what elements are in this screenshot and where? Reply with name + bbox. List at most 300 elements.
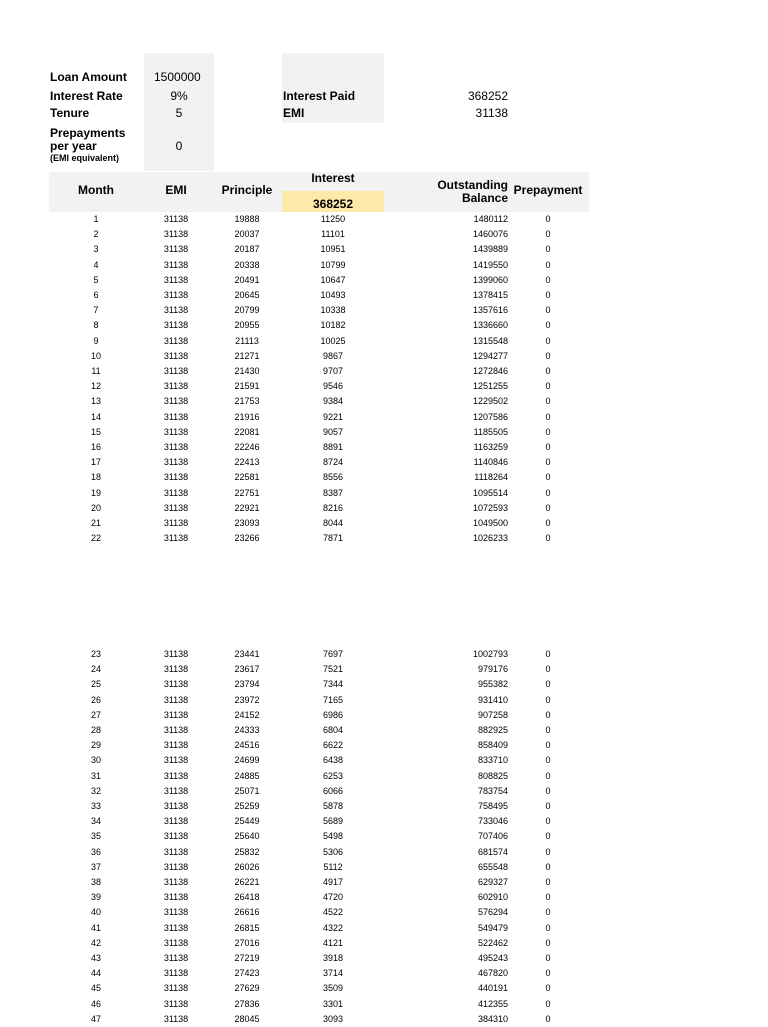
row-emi: 31138 [163,259,189,270]
interest-paid-value: 368252 [467,89,508,103]
row-outstanding: 1026233 [472,533,508,544]
row-prepayment: 0 [545,290,551,300]
row-month: 7 [93,305,99,316]
row-emi: 31138 [163,381,189,392]
row-principle: 22246 [234,442,260,452]
row-outstanding: 467820 [477,968,508,979]
row-interest: 5112 [323,861,343,872]
table-row [0,647,768,662]
row-outstanding: 1439889 [472,244,508,255]
table-row [0,227,768,242]
row-month: 20 [90,502,101,513]
row-prepayment: 0 [545,861,551,872]
row-interest: 6253 [322,770,344,781]
row-prepayment: 0 [545,381,551,392]
row-outstanding: 1207586 [472,411,508,422]
table-row [0,875,768,890]
row-outstanding: 1163259 [473,442,508,452]
table-row [0,814,768,829]
row-interest: 5878 [322,801,344,811]
header-outstanding-line2: Balance [461,191,508,205]
header-emi: EMI [165,183,187,197]
row-emi: 31138 [163,816,189,827]
row-interest: 3509 [322,983,344,994]
table-row [0,486,768,501]
row-emi: 31138 [163,442,189,452]
row-prepayment: 0 [545,457,551,468]
row-emi: 31138 [163,755,189,766]
row-interest: 8044 [322,518,344,528]
row-interest: 10025 [320,335,346,346]
row-outstanding: 1419550 [472,259,508,270]
row-outstanding: 907258 [477,709,508,720]
row-outstanding: 522462 [477,937,508,948]
table-row [0,501,768,516]
row-prepayment: 0 [545,487,551,498]
row-interest: 8891 [322,442,344,452]
row-month: 19 [90,487,101,498]
header-outstanding-line1: Outstanding [437,178,508,192]
table-row [0,455,768,470]
row-outstanding: 1251255 [472,381,508,392]
tenure-label: Tenure [50,106,90,120]
row-prepayment: 0 [545,274,551,285]
row-outstanding: 1294277 [472,350,508,361]
row-prepayment: 0 [545,983,551,994]
table-row [0,470,768,485]
table-row [0,273,768,288]
row-interest: 6622 [322,740,344,751]
row-month: 41 [90,922,101,933]
row-interest: 10647 [320,274,346,285]
row-outstanding: 733046 [477,816,508,827]
row-outstanding: 495243 [477,953,508,963]
row-outstanding: 681574 [477,846,508,857]
row-emi: 31138 [163,229,189,240]
row-prepayment: 0 [545,350,551,361]
tenure-value[interactable]: 5 [175,106,183,120]
row-prepayment: 0 [545,801,551,811]
row-interest: 6066 [322,785,344,796]
row-interest: 6986 [322,709,344,720]
row-prepayment: 0 [545,785,551,796]
loan-amount-label: Loan Amount [50,70,127,84]
row-emi: 31138 [163,502,189,513]
row-principle: 25640 [234,831,260,842]
row-emi: 31138 [163,487,189,498]
row-emi: 31138 [163,366,189,376]
row-interest: 10493 [320,290,346,300]
row-principle: 23266 [234,533,260,544]
row-prepayment: 0 [545,770,551,781]
row-emi: 31138 [163,740,189,751]
row-month: 33 [90,801,101,811]
row-prepayment: 0 [545,259,551,270]
row-outstanding: 1336660 [472,320,508,331]
row-emi: 31138 [163,518,189,528]
prepayments-note: (EMI equivalent) [50,153,120,163]
row-principle: 26616 [234,907,260,918]
row-emi: 31138 [163,664,189,675]
row-outstanding: 1480112 [473,214,508,224]
row-month: 27 [90,709,101,720]
table-row [0,410,768,425]
row-interest: 7165 [322,694,344,705]
row-interest: 4522 [322,907,344,918]
row-principle: 22581 [234,472,260,483]
row-principle: 27423 [234,968,260,979]
row-principle: 20491 [234,274,260,285]
row-interest: 3301 [322,998,344,1009]
row-prepayment: 0 [545,755,551,766]
row-prepayment: 0 [545,877,551,887]
row-principle: 26815 [234,922,260,933]
row-principle: 20645 [234,290,260,300]
table-row [0,662,768,677]
row-outstanding: 1378415 [472,290,508,300]
row-month: 43 [90,953,101,963]
row-emi: 31138 [163,907,189,918]
row-prepayment: 0 [545,953,551,963]
interest-rate-label: Interest Rate [50,89,123,103]
row-emi: 31138 [163,922,189,933]
row-principle: 21916 [234,411,260,422]
row-month: 46 [90,998,101,1009]
interest-paid-label: Interest Paid [283,89,356,103]
row-interest: 11250 [320,214,346,224]
row-interest: 4121 [322,937,344,948]
row-prepayment: 0 [545,664,551,675]
row-prepayment: 0 [545,320,551,331]
row-month: 28 [90,725,101,735]
table-row [0,981,768,996]
row-outstanding: 1357616 [472,305,508,316]
row-emi: 31138 [163,983,189,994]
row-principle: 25259 [234,801,260,811]
row-emi: 31138 [163,892,189,903]
row-month: 26 [90,694,101,705]
table-row [0,349,768,364]
row-emi: 31138 [163,305,189,316]
table-row [0,753,768,768]
row-month: 34 [90,816,101,827]
table-row [0,936,768,951]
row-outstanding: 1072593 [472,502,508,513]
row-emi: 31138 [163,396,189,407]
row-month: 36 [90,846,101,857]
row-interest: 9384 [322,396,344,407]
header-prepayment: Prepayment [513,183,583,197]
row-emi: 31138 [163,937,189,948]
row-month: 42 [90,937,101,948]
row-prepayment: 0 [545,426,551,437]
row-prepayment: 0 [545,244,551,255]
row-month: 2 [93,229,99,240]
row-principle: 20955 [234,320,260,331]
row-emi: 31138 [163,533,189,544]
table-row [0,708,768,723]
row-prepayment: 0 [545,214,551,224]
row-prepayment: 0 [545,816,551,827]
row-principle: 23093 [234,518,260,528]
row-interest: 11101 [321,229,345,240]
row-outstanding: 629327 [477,877,508,887]
row-emi: 31138 [163,770,189,781]
row-outstanding: 1118264 [474,472,508,483]
row-interest: 10338 [320,305,346,316]
prepayments-label-line1: Prepayments [50,126,126,140]
row-month: 32 [90,785,101,796]
table-row [0,334,768,349]
row-principle: 23441 [234,649,260,659]
row-interest: 8724 [322,457,344,468]
row-month: 6 [93,290,99,300]
row-principle: 27836 [234,998,260,1009]
row-month: 35 [90,831,101,842]
row-interest: 4720 [322,892,344,903]
row-principle: 23972 [234,694,260,705]
row-prepayment: 0 [545,533,551,544]
row-outstanding: 1229502 [472,396,508,407]
row-month: 30 [90,755,101,766]
row-month: 13 [90,396,101,407]
row-interest: 3714 [322,968,344,979]
row-emi: 31138 [163,694,189,705]
row-month: 23 [90,649,101,659]
interest-rate-value[interactable]: 9% [170,89,188,103]
table-row [0,769,768,784]
row-month: 12 [90,381,101,392]
row-emi: 31138 [163,785,189,796]
table-row [0,258,768,273]
table-row [0,784,768,799]
table-row [0,303,768,318]
row-month: 4 [93,259,99,270]
row-month: 9 [93,335,99,346]
row-emi: 31138 [163,679,189,690]
row-prepayment: 0 [545,335,551,346]
row-prepayment: 0 [545,518,551,528]
row-month: 10 [90,350,101,361]
table-row [0,242,768,257]
row-outstanding: 440191 [477,983,508,994]
row-principle: 19888 [234,214,260,224]
row-principle: 24152 [234,709,260,720]
row-month: 22 [90,533,101,544]
row-principle: 24333 [234,725,260,735]
row-prepayment: 0 [545,679,551,690]
row-month: 31 [90,770,101,781]
row-principle: 21430 [234,366,260,376]
row-month: 45 [90,983,101,994]
row-emi: 31138 [163,968,189,979]
table-row [0,829,768,844]
row-prepayment: 0 [545,968,551,979]
row-month: 14 [90,411,101,422]
row-interest: 5306 [322,846,344,857]
row-outstanding: 808825 [477,770,508,781]
row-interest: 7871 [322,533,344,544]
row-outstanding: 1002793 [472,649,508,659]
row-emi: 31138 [163,214,189,224]
table-row [0,997,768,1012]
row-principle: 25832 [234,846,260,857]
row-month: 25 [90,679,101,690]
row-month: 11 [91,366,101,376]
row-outstanding: 549479 [477,922,508,933]
row-interest: 9707 [322,366,344,376]
row-emi: 31138 [163,335,189,346]
row-principle: 25449 [234,816,260,827]
row-outstanding: 1140846 [473,457,508,468]
loan-amount-value[interactable]: 1500000 [154,70,201,84]
row-principle: 23617 [234,664,260,675]
row-principle: 21113 [235,335,259,346]
row-month: 5 [93,274,99,285]
row-prepayment: 0 [545,725,551,735]
row-principle: 20187 [234,244,260,255]
row-prepayment: 0 [545,694,551,705]
header-interest: Interest [311,171,355,185]
row-outstanding: 1272846 [472,366,508,376]
table-row [0,1012,768,1027]
table-row [0,288,768,303]
table-row [0,394,768,409]
row-prepayment: 0 [545,922,551,933]
row-interest: 5689 [322,816,344,827]
row-principle: 22921 [234,502,260,513]
emi-value: 31138 [475,106,508,120]
row-interest: 4917 [322,877,344,887]
row-principle: 24885 [234,770,260,781]
row-outstanding: 758495 [477,801,508,811]
table-row [0,379,768,394]
row-prepayment: 0 [545,1013,551,1024]
table-row [0,516,768,531]
row-interest: 10799 [320,259,346,270]
prepayments-value[interactable]: 0 [175,139,183,153]
row-emi: 31138 [163,709,189,720]
row-principle: 21591 [234,381,260,392]
row-emi: 31138 [163,320,189,331]
row-emi: 31138 [163,998,189,1009]
row-prepayment: 0 [545,846,551,857]
row-principle: 26418 [234,892,260,903]
row-interest: 9057 [322,426,344,437]
row-outstanding: 707406 [477,831,508,842]
row-emi: 31138 [163,953,189,963]
row-outstanding: 1399060 [472,274,508,285]
row-interest: 9221 [322,411,344,422]
row-interest: 9867 [322,350,344,361]
row-emi: 31138 [163,846,189,857]
row-principle: 28045 [234,1013,260,1024]
row-month: 39 [90,892,101,903]
row-emi: 31138 [163,290,189,300]
table-row [0,212,768,227]
row-principle: 27629 [234,983,260,994]
row-prepayment: 0 [545,411,551,422]
row-outstanding: 858409 [477,740,508,751]
row-outstanding: 576294 [477,907,508,918]
row-emi: 31138 [163,725,189,735]
row-principle: 22081 [234,426,260,437]
table-row [0,318,768,333]
table-row [0,905,768,920]
row-prepayment: 0 [545,831,551,842]
row-emi: 31138 [163,877,189,887]
table-row [0,425,768,440]
row-interest: 7521 [322,664,344,675]
row-emi: 31138 [163,457,189,468]
row-interest: 6438 [322,755,344,766]
row-prepayment: 0 [545,907,551,918]
row-prepayment: 0 [545,998,551,1009]
table-row [0,890,768,905]
table-row [0,723,768,738]
row-month: 18 [90,472,101,483]
row-interest: 3918 [322,953,344,963]
row-principle: 24699 [234,755,260,766]
row-principle: 20338 [234,259,260,270]
row-month: 44 [90,968,101,979]
row-interest: 4322 [322,922,344,933]
table-row [0,677,768,692]
table-row [0,845,768,860]
row-emi: 31138 [163,472,189,483]
row-month: 3 [93,244,99,255]
row-outstanding: 1049500 [472,518,508,528]
row-month: 47 [90,1013,101,1024]
row-principle: 26026 [234,861,260,872]
header-interest-total: 368252 [312,197,354,211]
row-principle: 26221 [234,877,260,887]
row-principle: 27219 [234,953,260,963]
row-month: 29 [90,740,101,751]
row-emi: 31138 [163,274,189,285]
row-principle: 23794 [234,679,260,690]
header-principle: Principle [221,183,273,197]
row-month: 8 [93,320,99,331]
table-row [0,364,768,379]
emi-label: EMI [283,106,305,120]
row-principle: 27016 [234,937,260,948]
row-prepayment: 0 [545,709,551,720]
row-interest: 7344 [322,679,344,690]
row-outstanding: 1185505 [473,426,508,437]
row-prepayment: 0 [545,649,551,659]
row-prepayment: 0 [545,472,551,483]
row-month: 1 [93,214,99,224]
row-emi: 31138 [163,426,189,437]
table-row [0,440,768,455]
table-row [0,799,768,814]
row-outstanding: 955382 [477,679,508,690]
row-month: 16 [90,442,101,452]
table-row [0,921,768,936]
table-row [0,693,768,708]
row-interest: 6804 [322,725,344,735]
row-outstanding: 1315548 [472,335,508,346]
row-interest: 9546 [322,381,344,392]
table-row [0,860,768,875]
row-prepayment: 0 [545,502,551,513]
row-prepayment: 0 [545,366,551,376]
row-interest: 3093 [322,1013,344,1024]
row-month: 37 [90,861,101,872]
row-month: 38 [90,877,101,887]
row-principle: 21271 [234,350,260,361]
